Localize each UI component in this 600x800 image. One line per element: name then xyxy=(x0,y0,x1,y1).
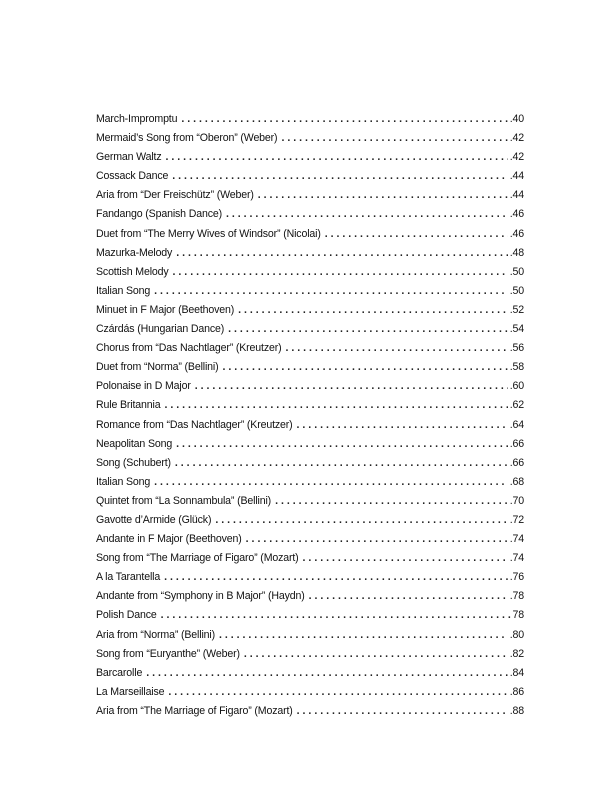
toc-entry xyxy=(96,495,524,514)
toc-entry xyxy=(96,228,524,247)
dot-leader xyxy=(172,170,507,182)
dot-leader xyxy=(297,705,508,717)
dot-leader xyxy=(219,629,508,641)
toc-entry-page-number: .44 xyxy=(509,170,524,183)
toc-entry-page-number: .64 xyxy=(509,418,524,431)
dot-leader xyxy=(285,342,507,354)
toc-entry-page-number: .48 xyxy=(509,246,524,259)
toc-entry-title: German Waltz xyxy=(96,151,162,164)
toc-entry-page-number: .76 xyxy=(509,571,524,584)
dot-leader xyxy=(246,533,508,545)
toc-entry-page-number: .62 xyxy=(509,399,524,412)
toc-entry-title: Aria from “The Marriage of Figaro” (Mozart) xyxy=(96,704,293,717)
dot-leader xyxy=(309,590,508,602)
dot-leader xyxy=(168,686,507,698)
toc-entry-title: Romance from “Das Nachtlager” (Kreutzer) xyxy=(96,418,293,431)
toc-entry-title: Song from “The Marriage of Figaro” (Mozart) xyxy=(96,552,299,565)
toc-entry xyxy=(96,380,524,399)
toc-entry-page-number: .58 xyxy=(509,361,524,374)
toc-entry-title: Gavotte d’Armide (Glück) xyxy=(96,513,212,526)
toc-entry xyxy=(96,361,524,380)
dot-leader xyxy=(176,438,508,450)
toc-entry-title: Andante from “Symphony in B Major” (Haydn) xyxy=(96,590,305,603)
toc-entry-page-number: .54 xyxy=(509,323,524,336)
toc-entry-page-number: .42 xyxy=(509,151,524,164)
dot-leader xyxy=(238,304,508,316)
toc-entry-page-number: 78 xyxy=(512,609,524,622)
dot-leader xyxy=(154,476,508,488)
toc-entry-page-number: .84 xyxy=(509,666,524,679)
toc-entry-title: Duet from “Norma” (Bellini) xyxy=(96,361,219,374)
toc-entry xyxy=(96,514,524,533)
toc-entry-page-number: .68 xyxy=(509,475,524,488)
dot-leader xyxy=(226,208,508,220)
toc-entry xyxy=(96,457,524,476)
dot-leader xyxy=(181,113,507,125)
dot-leader xyxy=(215,514,507,526)
toc-entry xyxy=(96,399,524,418)
toc-entry-page-number: .74 xyxy=(509,533,524,546)
toc-entry-title: Neapolitan Song xyxy=(96,437,173,450)
toc-entry-page-number: .72 xyxy=(509,513,524,526)
toc-entry-title: Mermaid’s Song from “Oberon” (Weber) xyxy=(96,132,278,145)
toc-entry-title: Aria from “Der Freischütz” (Weber) xyxy=(96,189,254,202)
toc-entry-title: Duet from “The Merry Wives of Windsor” (Nicolai) xyxy=(96,227,321,240)
toc-entry-title: March-Impromptu xyxy=(96,113,178,125)
toc-entry-title: Minuet in F Major (Beethoven) xyxy=(96,303,235,316)
toc-entry xyxy=(96,247,524,266)
dot-leader xyxy=(303,552,508,564)
dot-leader xyxy=(146,667,508,679)
toc-entry xyxy=(96,552,524,571)
dot-leader xyxy=(161,609,511,621)
toc-entry-title: Polonaise in D Major xyxy=(96,380,191,393)
toc-entry-page-number: .42 xyxy=(509,132,524,145)
dot-leader xyxy=(258,189,508,201)
toc-entry-page-number: .50 xyxy=(509,265,524,278)
toc-entry xyxy=(96,438,524,457)
dot-leader xyxy=(325,228,508,240)
toc-entry xyxy=(96,571,524,590)
toc-entry-page-number: .82 xyxy=(509,647,524,660)
toc-entry xyxy=(96,304,524,323)
toc-entry-page-number: .44 xyxy=(509,189,524,202)
toc-entry-title: Fandango (Spanish Dance) xyxy=(96,208,222,221)
toc-entry xyxy=(96,132,524,151)
toc-entry xyxy=(96,590,524,609)
dot-leader xyxy=(154,285,508,297)
toc-entry-page-number: .74 xyxy=(509,552,524,565)
toc-entry-page-number: .70 xyxy=(509,494,524,507)
toc-entry xyxy=(96,170,524,189)
toc-entry xyxy=(96,323,524,342)
toc-entry xyxy=(96,648,524,667)
toc-entry-page-number: .66 xyxy=(509,456,524,469)
toc-entry xyxy=(96,629,524,648)
toc-entry-page-number: .86 xyxy=(509,685,524,698)
toc-entry xyxy=(96,419,524,438)
toc-entry-title: La Marseillaise xyxy=(96,685,165,698)
toc-entry xyxy=(96,533,524,552)
toc-entry xyxy=(96,686,524,705)
toc-entry xyxy=(96,342,524,361)
toc-entry xyxy=(96,667,524,686)
toc-entry-title: A la Tarantella xyxy=(96,571,161,584)
toc-entry xyxy=(96,113,524,132)
toc-entry-page-number: .40 xyxy=(509,113,524,125)
dot-leader xyxy=(297,419,508,431)
toc-entry-title: Italian Song xyxy=(96,284,151,297)
dot-leader xyxy=(176,247,508,259)
toc-entry xyxy=(96,285,524,304)
toc-entry xyxy=(96,705,524,724)
toc-entry-title: Polish Dance xyxy=(96,609,157,622)
dot-leader xyxy=(164,399,507,411)
toc-entry-title: Czárdás (Hungarian Dance) xyxy=(96,323,225,336)
dot-leader xyxy=(173,266,508,278)
toc-entry-title: Andante in F Major (Beethoven) xyxy=(96,533,242,546)
toc-entry-title: Italian Song xyxy=(96,475,151,488)
dot-leader xyxy=(275,495,508,507)
toc-entry-title: Quintet from “La Sonnambula” (Bellini) xyxy=(96,494,272,507)
dot-leader xyxy=(228,323,508,335)
dot-leader xyxy=(195,380,508,392)
dot-leader xyxy=(175,457,508,469)
toc-entry-page-number: .52 xyxy=(509,303,524,316)
dot-leader xyxy=(281,132,507,144)
toc-entry-title: Rule Britannia xyxy=(96,399,161,412)
dot-leader xyxy=(164,571,508,583)
toc-entry-title: Cossack Dance xyxy=(96,170,169,183)
toc-entry-title: Aria from “Norma” (Bellini) xyxy=(96,628,215,641)
dot-leader xyxy=(166,151,508,163)
toc-entry-page-number: .60 xyxy=(509,380,524,393)
toc-entry xyxy=(96,266,524,285)
toc-entry xyxy=(96,151,524,170)
toc-entry-page-number: .78 xyxy=(509,590,524,603)
toc-entry-page-number: .46 xyxy=(509,227,524,240)
toc-entry-page-number: .88 xyxy=(509,704,524,717)
toc-entry-title: Mazurka-Melody xyxy=(96,246,173,259)
toc-entry-title: Chorus from “Das Nachtlager” (Kreutzer) xyxy=(96,342,282,355)
toc-entry-page-number: .80 xyxy=(509,628,524,641)
dot-leader xyxy=(223,361,508,373)
toc-entry-page-number: .46 xyxy=(509,208,524,221)
toc-entry xyxy=(96,189,524,208)
toc-entry-title: Song (Schubert) xyxy=(96,456,171,469)
toc-entry-title: Barcarolle xyxy=(96,666,143,679)
dot-leader xyxy=(244,648,508,660)
toc-entry-title: Scottish Melody xyxy=(96,265,169,278)
table-of-contents xyxy=(96,113,524,724)
toc-entry xyxy=(96,208,524,227)
toc-entry-page-number: .50 xyxy=(509,284,524,297)
toc-entry xyxy=(96,609,524,628)
toc-entry xyxy=(96,476,524,495)
toc-entry-title: Song from “Euryanthe” (Weber) xyxy=(96,647,240,660)
toc-entry-page-number: .66 xyxy=(509,437,524,450)
toc-entry-page-number: .56 xyxy=(509,342,524,355)
